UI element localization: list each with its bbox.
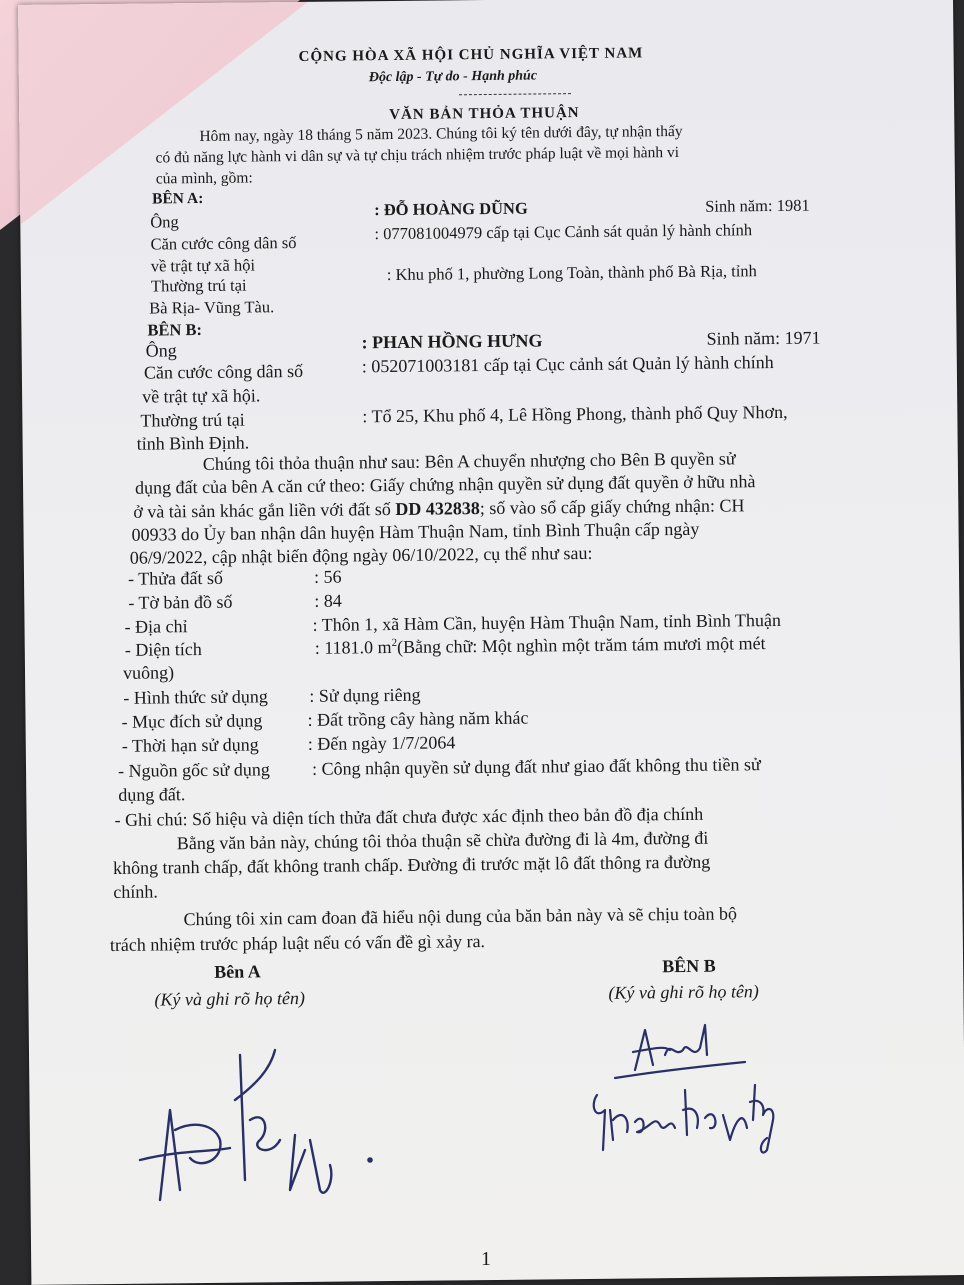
document-title: VĂN BẢN THỎA THUẬN	[389, 105, 580, 124]
party-b-id-label: Căn cước công dân số	[143, 360, 304, 383]
party-b-address-cont: tỉnh Bình Định.	[136, 432, 250, 454]
intro-line-2: có đủ năng lực hành vi dân sự và tự chịu trách nhiệm trước pháp luật về mọi hành vi	[155, 143, 680, 167]
party-b-name: : PHAN HỒNG HƯNG	[361, 330, 543, 353]
party-b-sign-note: (Ký và ghi rõ họ tên)	[608, 981, 759, 1003]
party-b-sign-label: BÊN B	[662, 955, 716, 977]
agreement-line-2: dụng đất của bên A căn cứ theo: Giấy chứng nhận quyền sử dụng đất quyền ở hữu nhà	[134, 471, 756, 498]
motto-divider	[459, 93, 571, 95]
map-label: - Tờ bản đồ số	[128, 591, 233, 613]
party-a-address-cont: Bà Rịa- Vũng Tàu.	[149, 297, 275, 318]
certificate-number: DD 432838	[395, 498, 480, 519]
page-number: 1	[481, 1248, 491, 1270]
map-value: : 84	[314, 590, 342, 611]
area-in-words: (Bằng chữ: Một nghìn một trăm tám mươi một mét	[397, 633, 766, 657]
party-a-address-label: Thường trú tại	[150, 275, 247, 296]
party-a-id-value: : 077081004979 cấp tại Cục Cảnh sát quản lý hành chính	[374, 220, 753, 244]
agreement-line-5: 06/9/2022, cập nhật biến động ngày 06/10/2022, cụ thể như sau:	[129, 542, 593, 568]
use-purpose-value: : Đất trồng cây hàng năm khác	[307, 707, 529, 730]
area-unit-exponent: 2	[391, 636, 398, 650]
party-a-id-label: Căn cước công dân số	[150, 232, 297, 254]
party-a-sign-label: Bên A	[214, 961, 261, 982]
area-cont: vuông)	[122, 662, 175, 683]
party-a-address-value: : Khu phố 1, phường Long Toàn, thành phố Bà Rịa, tỉnh	[386, 261, 757, 285]
party-a-signature	[120, 1040, 380, 1210]
party-a-sign-note: (Ký và ghi rõ họ tên)	[154, 987, 306, 1010]
use-origin-label: - Nguồn gốc sử dụng	[117, 759, 270, 781]
commit-line-1: Chúng tôi xin cam đoan đã hiểu nội dung của băn bản này và sẽ chịu toàn bộ	[183, 903, 738, 930]
use-purpose-label: - Mục đích sử dụng	[121, 710, 263, 732]
country-header: CỘNG HÒA XÃ HỘI CHỦ NGHĨA VIỆT NAM	[298, 45, 644, 65]
area-number: : 1181.0 m	[314, 637, 392, 658]
party-b-birth: Sinh năm: 1971	[706, 327, 821, 349]
party-b-heading: BÊN B:	[147, 319, 203, 340]
party-a-heading: BÊN A:	[151, 189, 204, 208]
road-line-2: không tranh chấp, đất không tranh chấp. Đường đi trước mặt lô đất thông ra đường	[112, 851, 711, 878]
parcel-value: : 56	[313, 566, 342, 587]
commit-line-2: trách nhiệm trước pháp luật nếu có vấn đề gì xảy ra.	[109, 931, 486, 955]
intro-line-3: của mình, gồm:	[155, 169, 253, 188]
use-form-label: - Hình thức sử dụng	[123, 686, 268, 708]
use-origin-value: : Công nhận quyền sử dụng đất như giao đất không thu tiền sử	[311, 754, 761, 779]
party-b-title: Ông	[145, 340, 177, 361]
party-a-name: : ĐỖ HOÀNG DŨNG	[374, 198, 528, 220]
party-b-address-label: Thường trú tại	[140, 409, 245, 431]
parcel-label: - Thửa đất số	[127, 567, 224, 589]
motto: Độc lập - Tự do - Hạnh phúc	[368, 68, 538, 86]
area-value	[315, 633, 766, 659]
use-origin-cont: dụng đất.	[118, 784, 186, 805]
intro-line-1: Hôm nay, ngày 18 tháng 5 năm 2023. Chúng tôi ký tên dưới đây, tự nhận thấy	[199, 122, 683, 146]
agreement-line-1: Chúng tôi thỏa thuận như sau: Bên A chuyển nhượng cho Bên B quyền sử	[202, 448, 736, 474]
party-b-id-value: : 052071003181 cấp tại Cục cảnh sát Quản lý hành chính	[361, 352, 774, 377]
party-a-birth: Sinh năm: 1981	[705, 195, 810, 216]
party-a-id-label-2: về trật tự xã hội	[150, 255, 256, 276]
note-line: - Ghi chú: Số hiệu và diện tích thửa đất chưa được xác định theo bản đồ địa chính	[114, 803, 704, 830]
area-label: - Diện tích	[124, 639, 202, 660]
party-b-signature	[575, 1010, 805, 1160]
party-b-address-value: : Tổ 25, Khu phố 4, Lê Hồng Phong, thành phố Quy Nhơn,	[362, 401, 788, 427]
use-term-label: - Thời hạn sử dụng	[121, 734, 259, 756]
road-line-3: chính.	[113, 881, 158, 902]
use-term-value: : Đến ngày 1/7/2064	[307, 732, 456, 754]
party-a-title: Ông	[150, 212, 179, 232]
party-b-id-label-2: về trật tự xã hội.	[142, 385, 261, 407]
road-line-1: Bằng văn bản này, chúng tôi thỏa thuận sẽ chừa đường đi là 4m, đường đi	[176, 827, 709, 854]
use-form-value: : Sử dụng riêng	[309, 684, 421, 706]
agreement-line-4: 00933 do Ủy ban nhận dân huyện Hàm Thuận Nam, tỉnh Bình Thuận cấp ngày	[131, 518, 700, 545]
land-address-value: : Thôn 1, xã Hàm Cần, huyện Hàm Thuận Nam, tỉnh Bình Thuận	[312, 609, 782, 635]
agreement-line-3-post: ; số vào sổ cấp giấy chứng nhận: CH	[479, 495, 745, 519]
land-address-label: - Địa chỉ	[124, 616, 188, 637]
agreement-line-3-pre: ở và tài sản khác gắn liền với đất số	[133, 498, 396, 522]
